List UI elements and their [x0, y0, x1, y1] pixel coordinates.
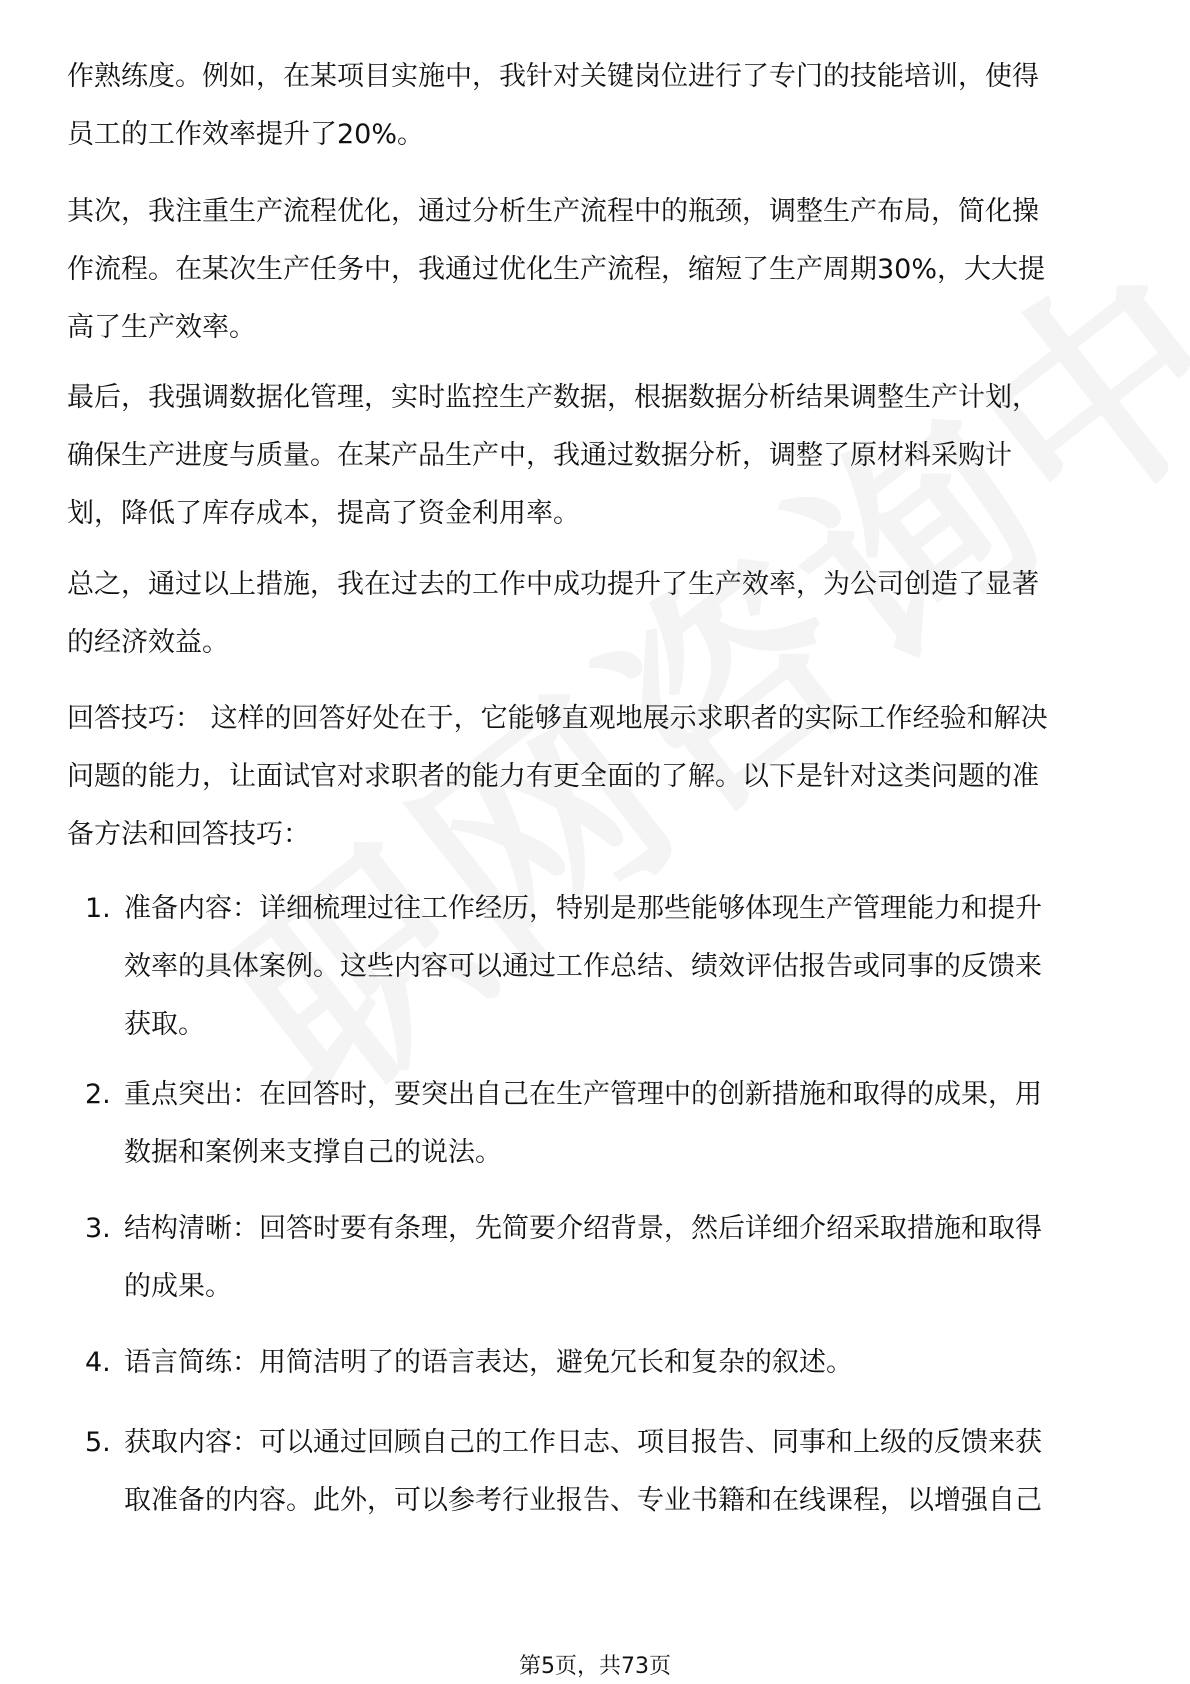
text-line: 语言简练：用简洁明了的语言表达，避免冗长和复杂的叙述。	[124, 1347, 853, 1378]
text-line: 效率的具体案例。这些内容可以通过工作总结、绩效评估报告或同事的反馈来	[124, 951, 1042, 982]
text-line: 总之，通过以上措施，我在过去的工作中成功提升了生产效率，为公司创造了显著	[67, 569, 1039, 600]
list-number: 2.	[85, 1079, 111, 1110]
text-line: 准备内容：详细梳理过往工作经历，特别是那些能够体现生产管理能力和提升	[124, 893, 1042, 924]
list-number: 3.	[85, 1213, 111, 1244]
text-line: 高了生产效率。	[67, 312, 256, 343]
list-item	[124, 1066, 1042, 1182]
paragraph	[67, 556, 1039, 672]
text-line: 的经济效益。	[67, 627, 229, 658]
text-line: 备方法和回答技巧：	[67, 819, 310, 850]
page-number: 第5页，共73页	[519, 1654, 671, 1679]
list-item	[124, 1414, 1042, 1530]
text-line: 员工的工作效率提升了20%。	[67, 119, 425, 150]
paragraph	[67, 48, 1039, 164]
text-line: 取准备的内容。此外，可以参考行业报告、专业书籍和在线课程，以增强自己	[124, 1485, 1042, 1516]
text-line: 数据和案例来支撑自己的说法。	[124, 1137, 502, 1168]
paragraph	[67, 690, 1048, 864]
list-number: 1.	[85, 893, 111, 924]
list-item	[124, 1334, 853, 1392]
text-line: 划，降低了库存成本，提高了资金利用率。	[67, 498, 580, 529]
text-line: 其次，我注重生产流程优化，通过分析生产流程中的瓶颈，调整生产布局，简化操	[67, 196, 1039, 227]
text-line: 作流程。在某次生产任务中，我通过优化生产流程，缩短了生产周期30%，大大提	[67, 254, 1046, 285]
list-number: 5.	[85, 1427, 111, 1458]
text-line: 最后，我强调数据化管理，实时监控生产数据，根据数据分析结果调整生产计划，	[67, 382, 1039, 413]
text-line: 获取内容：可以通过回顾自己的工作日志、项目报告、同事和上级的反馈来获	[124, 1427, 1042, 1458]
text-line: 结构清晰：回答时要有条理，先简要介绍背景，然后详细介绍采取措施和取得	[124, 1213, 1042, 1244]
text-line: 作熟练度。例如，在某项目实施中，我针对关键岗位进行了专门的技能培训，使得	[67, 61, 1039, 92]
list-item	[124, 880, 1042, 1054]
text-line: 的成果。	[124, 1271, 232, 1302]
text-line: 重点突出：在回答时，要突出自己在生产管理中的创新措施和取得的成果，用	[124, 1079, 1042, 1110]
text-line: 问题的能力，让面试官对求职者的能力有更全面的了解。以下是针对这类问题的准	[67, 761, 1039, 792]
list-number: 4.	[85, 1347, 111, 1378]
list-item	[124, 1200, 1042, 1316]
paragraph	[67, 369, 1039, 543]
text-line: 确保生产进度与质量。在某产品生产中，我通过数据分析，调整了原材料采购计	[67, 440, 1012, 471]
text-line: 回答技巧： 这样的回答好处在于，它能够直观地展示求职者的实际工作经验和解决	[67, 703, 1048, 734]
paragraph	[67, 183, 1045, 357]
text-line: 获取。	[124, 1009, 205, 1040]
